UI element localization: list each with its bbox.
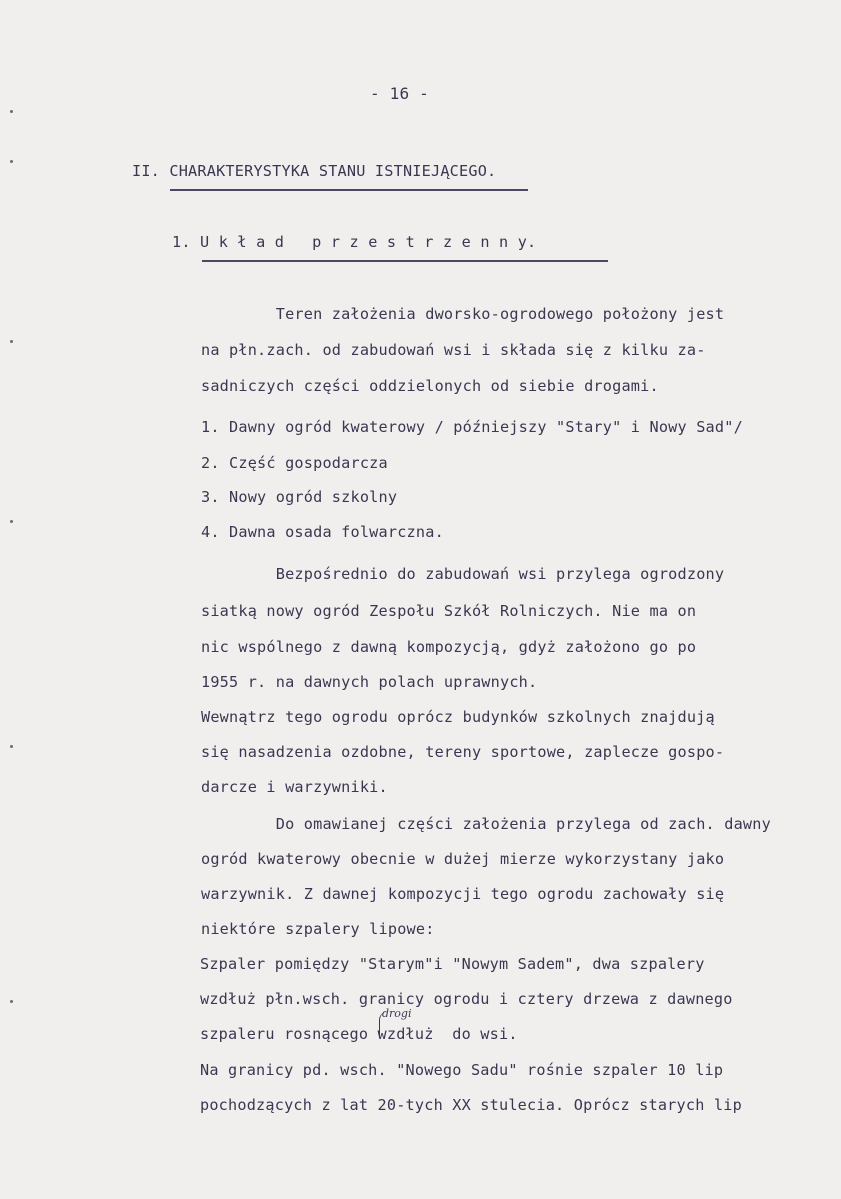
body-line: się nasadzenia ozdobne, tereny sportowe, zaplecze gospo- — [201, 743, 725, 761]
body-line: szpaleru rosnącego wzdłuż do wsi. — [200, 1025, 518, 1043]
list-item: 1. Dawny ogród kwaterowy / późniejszy "Stary" i Nowy Sad"/ — [201, 418, 743, 436]
body-line: na płn.zach. od zabudowań wsi i składa się z kilku za- — [201, 341, 706, 359]
body-line: Szpaler pomiędzy "Starym"i "Nowym Sadem", dwa szpalery — [200, 955, 705, 973]
body-line: sadniczych części oddzielonych od siebie drogami. — [201, 377, 659, 395]
margin-mark — [10, 745, 13, 748]
body-line: warzywnik. Z dawnej kompozycji tego ogrodu zachowały się — [201, 885, 725, 903]
body-line: siatką nowy ogród Zespołu Szkół Rolniczych. Nie ma on — [201, 602, 697, 620]
margin-mark — [10, 160, 13, 163]
list-item: 4. Dawna osada folwarczna. — [201, 523, 444, 541]
body-line: darcze i warzywniki. — [201, 778, 388, 796]
body-line: Bezpośrednio do zabudowań wsi przylega ogrodzony — [201, 565, 725, 583]
body-line: nic wspólnego z dawną kompozycją, gdyż założono go po — [201, 638, 697, 656]
margin-mark — [10, 110, 13, 113]
section-heading: II. CHARAKTERYSTYKA STANU ISTNIEJĄCEGO. — [132, 162, 497, 180]
body-line: niektóre szpalery lipowe: — [201, 920, 435, 938]
page-number: - 16 - — [370, 84, 429, 103]
body-line: pochodzących z lat 20-tych XX stulecia. Oprócz starych lip — [200, 1096, 742, 1114]
subheading: 1. U k ł a d p r z e s t r z e n n y. — [172, 233, 537, 251]
handwritten-insert: drogi — [382, 1007, 412, 1020]
margin-mark — [10, 520, 13, 523]
body-line: Teren założenia dworsko-ogrodowego położony jest — [201, 305, 725, 323]
margin-mark — [10, 1000, 13, 1003]
list-item: 2. Część gospodarcza — [201, 454, 388, 472]
body-line: Wewnątrz tego ogrodu oprócz budynków szkolnych znajdują — [201, 708, 715, 726]
subheading-underline — [202, 260, 608, 262]
heading-underline — [170, 189, 528, 191]
body-line: wzdłuż płn.wsch. granicy ogrodu i cztery drzewa z dawnego — [200, 990, 733, 1008]
body-line: Na granicy pd. wsch. "Nowego Sadu" rośnie szpaler 10 lip — [200, 1061, 724, 1079]
body-line: 1955 r. na dawnych polach uprawnych. — [201, 673, 538, 691]
body-line: Do omawianej części założenia przylega od zach. dawny — [201, 815, 771, 833]
margin-mark — [10, 340, 13, 343]
body-line: ogród kwaterowy obecnie w dużej mierze wykorzystany jako — [201, 850, 725, 868]
list-item: 3. Nowy ogród szkolny — [201, 488, 398, 506]
